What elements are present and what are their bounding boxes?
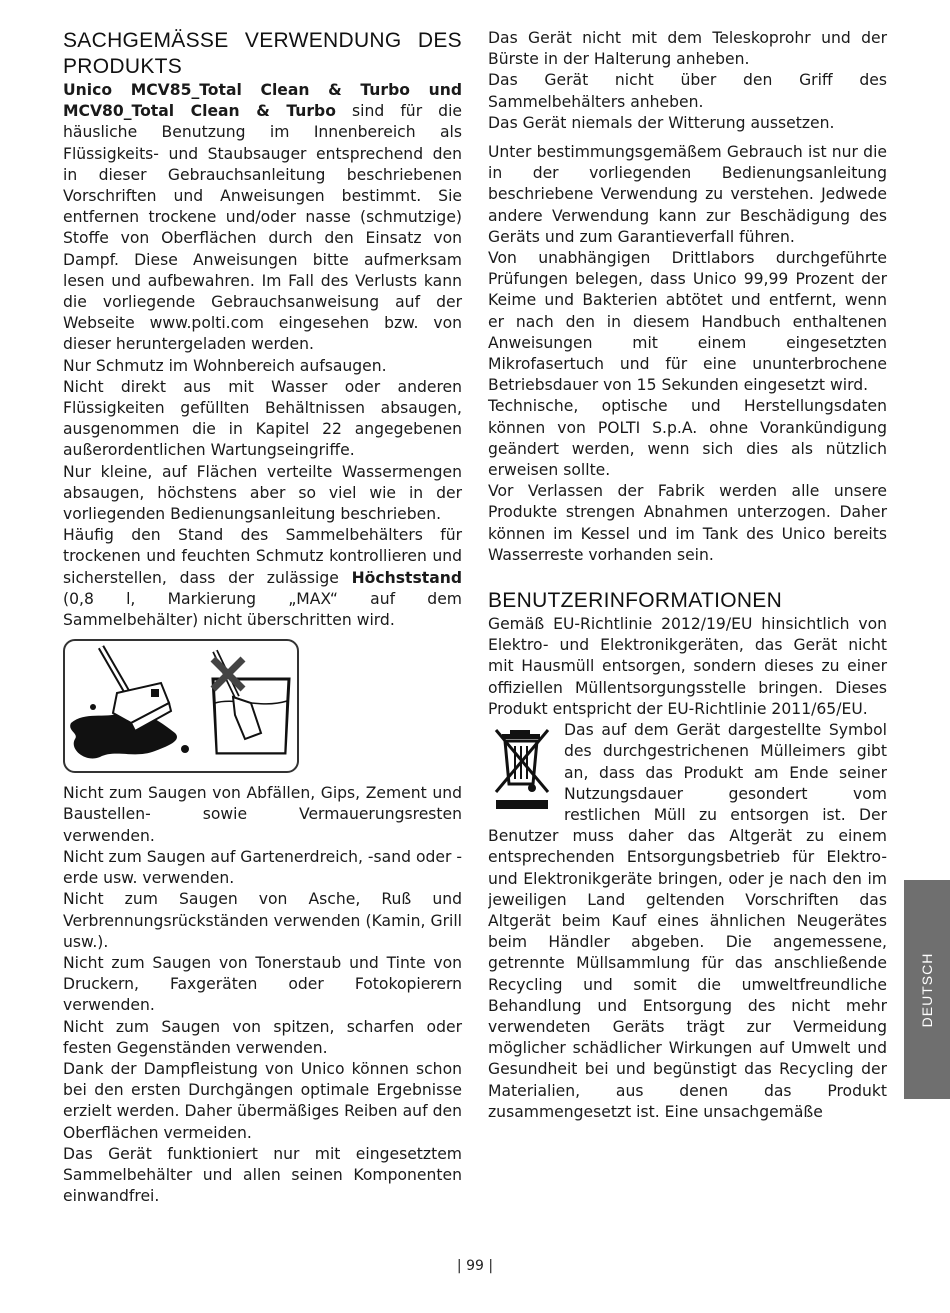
paragraph: Nicht zum Saugen von spitzen, scharfen oder festen Gegenständen verwenden. [63,1017,462,1057]
crossed-bin-icon [488,724,558,814]
paragraph: Nur kleine, auf Flächen verteilte Wassermengen absaugen, höchstens aber so viel wie in der vorliegenden Bedienungsanleitung beschrieben. [63,462,462,524]
usage-illustration [63,639,299,773]
vacuum-warning-illustration [65,641,297,771]
paragraph: Nur Schmutz im Wohnbereich aufsaugen. [63,356,387,375]
paragraph: Häufig den Stand des Sammelbehälters für trockenen und feuchten Schmutz kontrollieren und sicherstellen, dass der zulässige Höchststand (0,8 l, Markierung „MAX“ auf dem Sammelbehälter) nicht überschritten wird. [63,526,462,630]
page-number: | 99 | [456,1258,494,1274]
product-names: Unico MCV85_Total Clean & Turbo und MCV80_Total Clean & Turbo [63,81,462,121]
paragraph: Von unabhängigen Drittlabors durchgeführte Prüfungen belegen, dass Unico 99,99 Prozent der Keime und Bakterien abtötet und entfernt, wenn er nach den in diesem Handbuch enthaltenen Anweisungen mit einem eingesetzten Mikrofasertuch und für eine ununterbrochene Betriebsdauer von 15 Sekunden eingesetzt wird. [488,249,887,395]
paragraph: Das Gerät niemals der Witterung aussetzen. [488,113,835,132]
paragraph: Nicht direkt aus mit Wasser oder anderen Flüssigkeiten gefüllten Behältnissen absaugen, ausgenommen die in Kapitel 22 angegebenen außerordentlichen Wartungseingriffe. [63,377,462,460]
paragraph: Technische, optische und Herstellungsdaten können von POLTI S.p.A. ohne Vorankündigung geändert werden, wenn sich dies als nützlich erweisen sollte. [488,397,887,480]
paragraph: Dank der Dampfleistung von Unico können schon bei den ersten Durchgängen optimale Ergebnisse erzielt werden. Daher übermäßiges Reiben auf den Oberflächen vermeiden. [63,1059,462,1142]
paragraph: Das Gerät funktioniert nur mit eingesetztem Sammelbehälter und allen seinen Komponenten einwandfrei. [63,1144,462,1206]
section-heading-proper-use: SACHGEMÄSSE VERWENDUNG DES PRODUKTS [63,29,462,78]
paragraph: Das auf dem Gerät dargestellte Symbol des durchgestrichenen Mülleimers gibt an, dass das Produkt am Ende seiner Nutzungsdauer gesondert vom restlichen Müll zu entsorgen ist. Der Benutzer muss daher das Altgerät zu einem entsprechenden Entsorgungsbetrieb für Elektro- und Elektronikgeräte bringen, oder je nach den im jeweiligen Land geltenden Vorschriften das Altgerät beim Kauf eines ähnlichen Neugerätes beim Händler abgeben. Die angemessene, getrennte Müllsammlung für das anschließende Recycling und somit die umweltfreundliche Behandlung und Entsorgung des nicht mehr verwendeten Geräts trägt zur Vermeidung möglicher schädlicher Wirkungen auf Umwelt und Gesundheit bei und begünstigt das Recycling der Materialien, aus denen das Produkt zusammengesetzt ist. Eine unsachgemäße [488,721,887,1121]
paragraph: Nicht zum Saugen von Abfällen, Gips, Zement und Baustellen- sowie Vermauerungsresten verwenden. [63,784,462,845]
paragraph: Das Gerät nicht über den Griff des Sammelbehälters anheben. [488,71,887,111]
paragraph: Vor Verlassen der Fabrik werden alle unsere Produkte strengen Abnahmen unterzogen. Daher können im Kessel und im Tank des Unico bereits Wasserreste vorhanden sein. [488,482,887,564]
language-tab-label: DEUTSCH [919,952,935,1027]
paragraph: Nicht zum Saugen von Asche, Ruß und Verbrennungsrückständen verwenden (Kamin, Grill usw.). [63,890,462,951]
weee-paragraph [488,720,887,1123]
paragraph: Unter bestimmungsgemäßem Gebrauch ist nur die in der vorliegenden Bedienungsanleitung beschriebene Verwendung zu verstehen. Jedwede andere Verwendung kann zur Beschädigung des Geräts und zum Garantieverfall führen. [488,143,887,246]
paragraph: Nicht zum Saugen auf Gartenerdreich, -sand oder -erde usw. verwenden. [63,847,463,888]
right-column [488,28,887,1123]
left-column [63,28,462,1207]
paragraph: Nicht zum Saugen von Tonerstaub und Tinte von Druckern, Faxgeräten oder Fotokopierern verwenden. [63,953,462,1015]
section-heading-user-information: BENUTZERINFORMATIONEN [488,589,783,613]
paragraph: Gemäß EU-Richtlinie 2012/19/EU hinsichtlich von Elektro- und Elektronikgeräten, das Gerät nicht mit Hausmüll entsorgen, sondern dieses zu einer offiziellen Müllentsorgungsstelle bringen. Dieses Produkt entspricht der EU-Richtlinie 2011/65/EU. [488,615,887,718]
paragraph: Das Gerät nicht mit dem Teleskoprohr und der Bürste in der Halterung anheben. [488,29,887,69]
language-tab [904,880,950,1099]
intro-paragraph: Unico MCV85_Total Clean & Turbo und MCV80_Total Clean & Turbo sind für die häusliche Benutzung im Innenbereich als Flüssigkeits- und Staubsauger entsprechend den in dieser Gebrauchsanleitung beschriebenen Vorschriften und Anweisungen bestimmt. Sie entfernen trockene und/oder nasse (schmutzige) Stoffe von Oberflächen durch den Einsatz von Dampf. Diese Anweisungen bitte aufmerksam lesen und aufbewahren. Im Fall des Verlusts kann die vorliegende Gebrauchsanweisung auf der Webseite www.polti.com eingesehen bzw. von dieser heruntergeladen werden. [63,81,462,354]
